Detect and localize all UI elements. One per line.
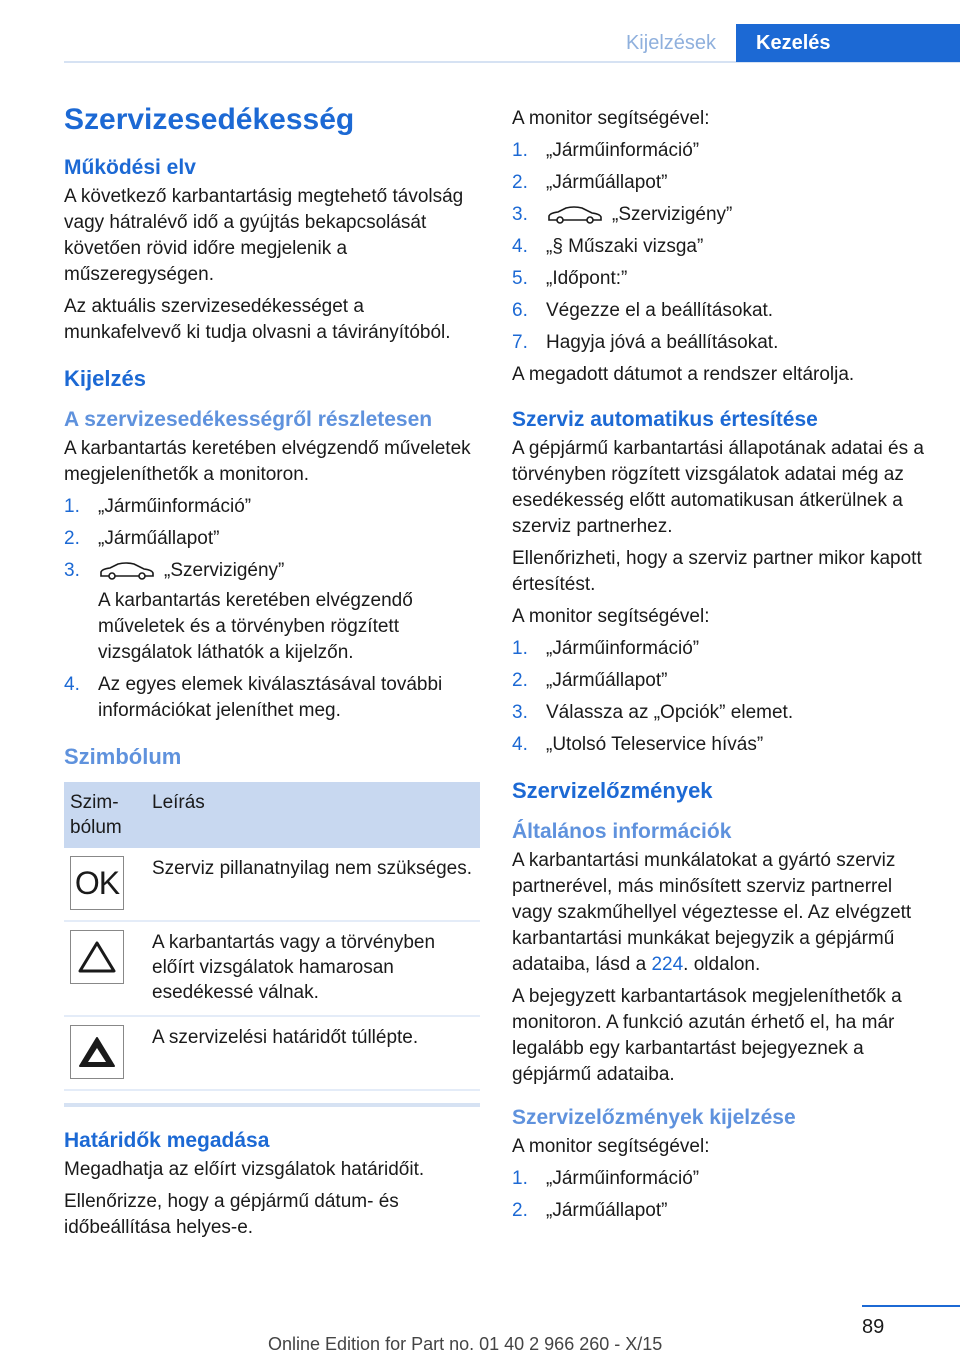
table-end-rule (64, 1103, 480, 1107)
section-heading-reszletesen: A szervizesedékességről részletesen (64, 408, 433, 431)
steps-list (512, 1166, 928, 1224)
paragraph: A monitor segítségével: (512, 606, 710, 627)
paragraph: Megadhatja az előírt vizsgálatok határidőit. (64, 1159, 425, 1180)
paragraph: A monitor segítségével: (512, 108, 710, 129)
table-cell-description: A szervizelési határidőt túllépte. (146, 1016, 480, 1090)
page-title: Szervizesedékesség (64, 103, 355, 136)
list-item: 4. „§ Műszaki vizsga” (512, 236, 704, 257)
list-item: 1. „Járműinformáció” (512, 140, 700, 161)
table-row (64, 921, 480, 1016)
list-item: 7. Hagyja jóvá a beállításokat. (512, 332, 779, 353)
list-item: 1. „Járműinformáció” (64, 496, 252, 517)
paragraph: A következő karbantartásig megtehető távolság vagy hátralévő idő a gyújtás bekapcsolását követően rövid időre megjelenik a műszeregységen. (64, 186, 464, 285)
warning-triangle-icon (70, 930, 124, 984)
table-row (64, 1016, 480, 1090)
table-header-row (64, 782, 480, 848)
paragraph: Az aktuális szervizesedékességet a munkafelvevő ki tudja olvasni a távirányítóból. (64, 296, 451, 343)
section-heading-hataridok: Határidők megadása (64, 1129, 270, 1152)
list-item-note: A karbantartás keretében elvégzendő műveletek és a törvényben rögzített vizsgálatok láthatók a kijelzőn. (98, 590, 413, 663)
list-item: 2. „Járműállapot” (512, 1200, 668, 1221)
steps-list (64, 494, 480, 724)
ok-icon: OK (70, 856, 124, 910)
list-item: 1. „Járműinformáció” (512, 1168, 700, 1189)
warning-triangle-filled-icon (70, 1025, 124, 1079)
footer-rule (862, 1305, 960, 1307)
steps-list (512, 138, 928, 356)
table-cell-description: A karbantartás vagy a törvényben előírt vizsgálatok hamarosan esedékessé válnak. (146, 921, 480, 1016)
section-heading-szervizelozmenyek: Szervizelőzmények (512, 778, 713, 803)
section-heading-szerviz-ertesites: Szerviz automatikus értesítése (512, 408, 818, 431)
car-service-icon (546, 205, 604, 225)
section-heading-mukodesi-elv: Működési elv (64, 156, 196, 179)
table-header-description: Leírás (146, 782, 480, 848)
paragraph: A megadott dátumot a rendszer eltárolja. (512, 364, 855, 385)
section-heading-kijelzes: Kijelzés (64, 366, 146, 391)
list-item: 2. „Járműállapot” (512, 172, 668, 193)
page-number: 89 (862, 1316, 885, 1338)
list-item: 5. „Időpont:” (512, 268, 628, 289)
table-cell-description: Szerviz pillanatnyilag nem szükséges. (146, 848, 480, 921)
paragraph: A karbantartási munkálatokat a gyártó szerviz partnerével, más minősített szerviz partnerrel vagy szakműhellyel végeztesse el. Az elvégzett karbantartási munkákat bejegyzik a gépjármű adataiba, lásd a 224. oldalon. (512, 850, 912, 975)
list-item: 2. „Járműállapot” (512, 670, 668, 691)
section-heading-kijelzese: Szervizelőzmények kijelzése (512, 1106, 796, 1129)
paragraph: A bejegyzett karbantartások megjeleníthetők a monitoron. A funkció azután érhető el, ha már legalább egy karbantartást bejegyeznek a gépjármű adataiba. (512, 986, 902, 1085)
left-column (64, 100, 480, 1247)
list-item: 2. „Járműállapot” (64, 528, 220, 549)
table-header-symbol: Szim- bólum (64, 782, 146, 848)
steps-list (512, 636, 928, 758)
edition-note: Online Edition for Part no. 01 40 2 966 260 - X/15 (268, 1334, 663, 1354)
list-item: 3. „Szervizigény” (512, 204, 733, 225)
right-column (512, 100, 928, 1230)
list-item: 1. „Járműinformáció” (512, 638, 700, 659)
car-service-icon (98, 561, 156, 581)
tab-kezeles[interactable]: Kezelés (736, 24, 960, 62)
tab-kijelzesek[interactable]: Kijelzések (625, 32, 717, 54)
table-row (64, 848, 480, 921)
list-item: 6. Végezze el a beállításokat. (512, 300, 774, 321)
paragraph: A karbantartás keretében elvégzendő műveletek megjeleníthetők a monitoron. (64, 438, 471, 485)
paragraph: A monitor segítségével: (512, 1136, 710, 1157)
list-item: 3. Válassza az „Opciók” elemet. (512, 702, 794, 723)
page-link-224[interactable]: 224 (651, 954, 684, 975)
section-heading-szimbolum: Szimbólum (64, 744, 182, 769)
list-item: 4. „Utolsó Teleservice hívás” (512, 734, 764, 755)
paragraph: A gépjármű karbantartási állapotának adatai és a törvényben rögzített vizsgálatok adatai még az esedékesség előtt automatikusan átkerülnek a szerviz partnerhez. (512, 438, 924, 537)
section-heading-altalanos: Általános információk (512, 820, 732, 843)
paragraph: Ellenőrizze, hogy a gépjármű dátum- és időbeállítása helyes-e. (64, 1191, 399, 1238)
list-item: 4. Az egyes elemek kiválasztásával további információkat jeleníthet meg. (64, 674, 443, 721)
list-item: 3. „Szervizigény” A karbantartás keretében elvégzendő műveletek és a törvényben rögzített vizsgálatok láthatók a kijelzőn. (64, 558, 480, 666)
paragraph: Ellenőrizheti, hogy a szerviz partner mikor kapott értesítést. (512, 548, 922, 595)
symbol-table (64, 782, 480, 1091)
